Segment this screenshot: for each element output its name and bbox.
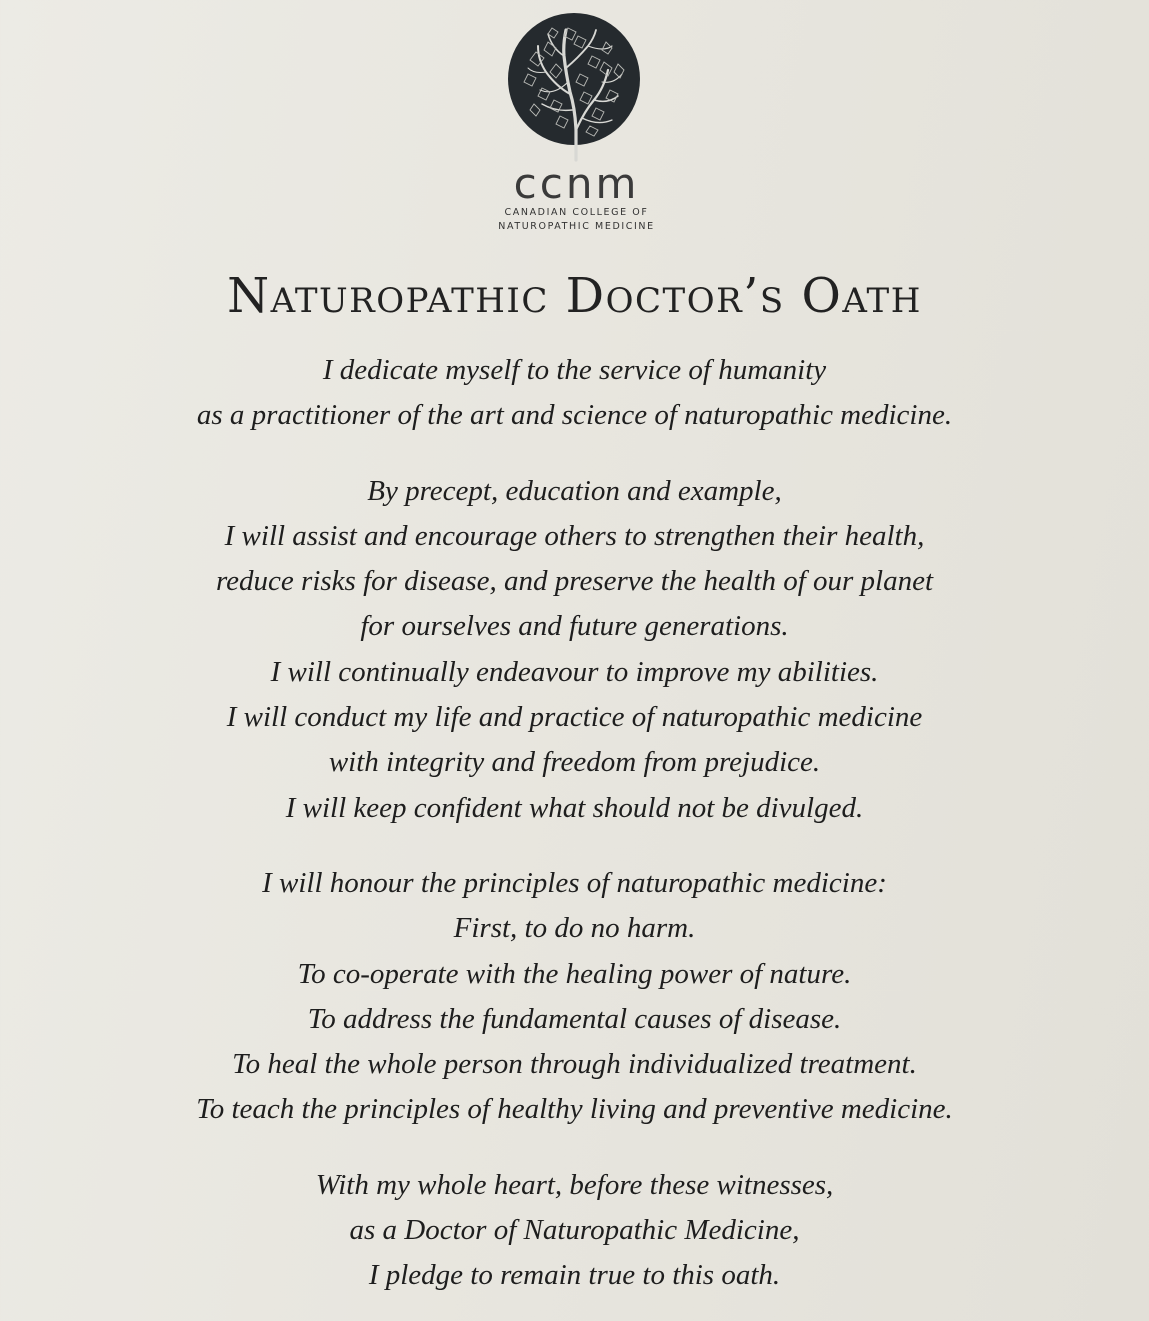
oath-line: reduce risks for disease, and preserve the health of our planet [215, 565, 934, 598]
oath-line: To co-operate with the healing power of nature. [297, 957, 852, 990]
tree-leaf-icon [508, 12, 646, 162]
oath-line: To heal the whole person through individualized treatment. [232, 1048, 917, 1081]
oath-line: First, to do no harm. [453, 912, 696, 945]
oath-stanza [0, 1163, 1149, 1299]
oath-line: I will honour the principles of naturopathic medicine: [262, 866, 887, 899]
oath-stanza [0, 348, 1149, 439]
college-name-line-2: NATUROPATHIC MEDICINE [498, 221, 655, 232]
college-name-line-1: CANADIAN COLLEGE OF [504, 207, 649, 218]
ccnm-wordmark: ccnm [513, 159, 640, 208]
oath-line: with integrity and freedom from prejudice. [328, 746, 821, 779]
ccnm-logo [0, 12, 1149, 234]
oath-line: I pledge to remain true to this oath. [368, 1259, 781, 1292]
oath-stanza [0, 469, 1149, 831]
oath-title: Naturopathic Doctor’s Oath [227, 268, 922, 324]
oath-line: I will conduct my life and practice of naturopathic medicine [226, 701, 923, 734]
oath-line: By precept, education and example, [367, 474, 782, 507]
oath-line: To teach the principles of healthy living and preventive medicine. [196, 1093, 953, 1126]
oath-body [0, 348, 1149, 1299]
oath-line: To address the fundamental causes of disease. [307, 1002, 842, 1035]
oath-line: I will assist and encourage others to strengthen their health, [224, 519, 925, 552]
oath-line: as a Doctor of Naturopathic Medicine, [349, 1214, 800, 1247]
oath-line: as a practitioner of the art and science of naturopathic medicine. [196, 399, 953, 432]
oath-line: I will continually endeavour to improve my abilities. [270, 655, 879, 688]
oath-line: With my whole heart, before these witnesses, [315, 1168, 834, 1201]
oath-stanza [0, 861, 1149, 1133]
oath-line: I dedicate myself to the service of humanity [322, 354, 827, 386]
oath-line: I will keep confident what should not be divulged. [285, 791, 864, 824]
oath-line: for ourselves and future generations. [360, 610, 789, 643]
